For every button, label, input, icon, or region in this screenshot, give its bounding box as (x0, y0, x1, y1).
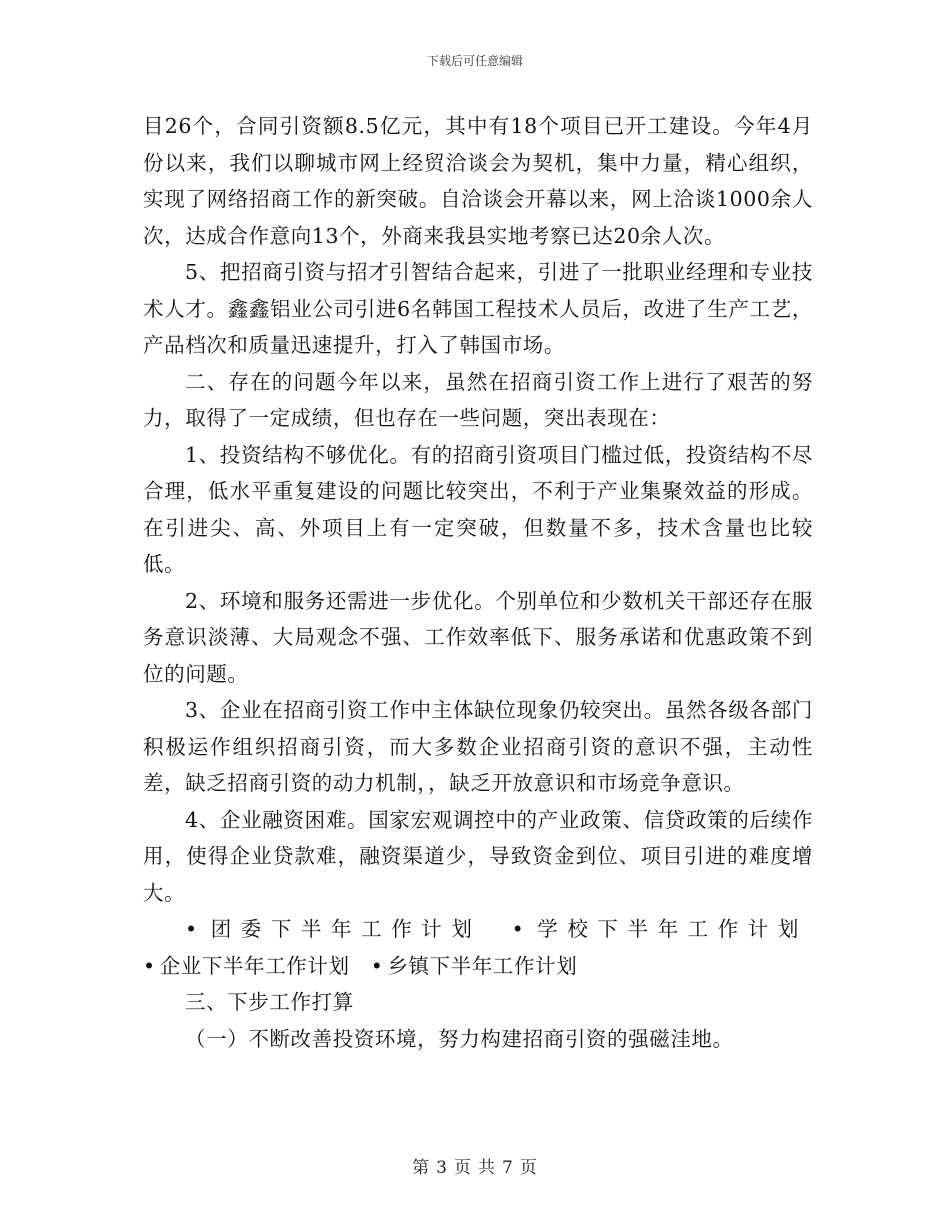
section-heading: 三、下步工作打算 (185, 990, 354, 1014)
bullet-icon: • (143, 953, 156, 978)
total-page-number: 7 (502, 1158, 514, 1178)
paragraph-7: 4、企业融资困难。国家宏观调控中的产业政策、信贷政策的后续作用，使得企业贷款难，融资渠道少，导致资金到位、项目引进的难度增大。 (143, 807, 813, 905)
paragraph-5: 2、环境和服务还需进一步优化。个别单位和少数机关干部还存在服务意识淡薄、大局观念不强、工作效率低下、服务承诺和优惠政策不到位的问题。 (143, 588, 813, 686)
footer-prefix: 第 (412, 1158, 431, 1178)
footer-suffix: 页 (519, 1158, 538, 1178)
bullet-icon: • (185, 917, 198, 941)
page-footer (0, 1153, 950, 1178)
related-links (143, 911, 813, 984)
footer-total-word: 共 (478, 1158, 496, 1178)
related-link-enterprise[interactable]: • 企业下半年工作计划 (143, 953, 350, 978)
bullet-icon: • (511, 917, 525, 941)
paragraph-1: 目26个，合同引资额8.5亿元，其中有18个项目已开工建设。今年4月份以来，我们以聊城市网上经贸洽谈会为契机，集中力量，精心组织，实现了网络招商工作的新突破。自洽谈会开幕以来，网上洽谈1000余人次，达成合作意向13个，外商来我县实地考察已达20余人次。 (143, 114, 813, 248)
document-body (143, 108, 813, 1057)
current-page-number: 3 (436, 1158, 448, 1178)
related-link-tuanwei[interactable]: • 团委下半年工作计划 (185, 917, 482, 941)
header-note: 下载后可任意编辑 (426, 54, 523, 68)
bullet-icon: • (370, 953, 384, 978)
related-link-township[interactable]: • 乡镇下半年工作计划 (370, 953, 578, 978)
footer-page-word: 页 (454, 1158, 472, 1178)
paragraph-6: 3、企业在招商引资工作中主体缺位现象仍较突出。虽然各级各部门积极运作组织招商引资，而大多数企业招商引资的意识不强，主动性差，缺乏招商引资的动力机制，，缺乏开放意识和市场竞争意识。 (143, 698, 813, 795)
subsection-heading: （一）不断改善投资环境，努力构建招商引资的强磁洼地。 (185, 1026, 734, 1051)
paragraph-4: 1、投资结构不够优化。有的招商引资项目门槛过低，投资结构不尽合理，低水平重复建设的问题比较突出，不利于产业集聚效益的形成。在引进尖、高、外项目上有一定突破，但数量不多，技术含量也比较低。 (143, 442, 813, 576)
paragraph-2: 5、把招商引资与招才引智结合起来，引进了一批职业经理和专业技术人才。鑫鑫铝业公司引进6名韩国工程技术人员后，改进了生产工艺，产品档次和质量迅速提升，打入了韩国市场。 (143, 260, 813, 357)
paragraph-3: 二、存在的问题今年以来，虽然在招商引资工作上进行了艰苦的努力，取得了一定成绩，但也存在一些问题，突出表现在： (143, 369, 813, 430)
related-link-school[interactable]: • 学校下半年工作计划 (511, 917, 800, 941)
